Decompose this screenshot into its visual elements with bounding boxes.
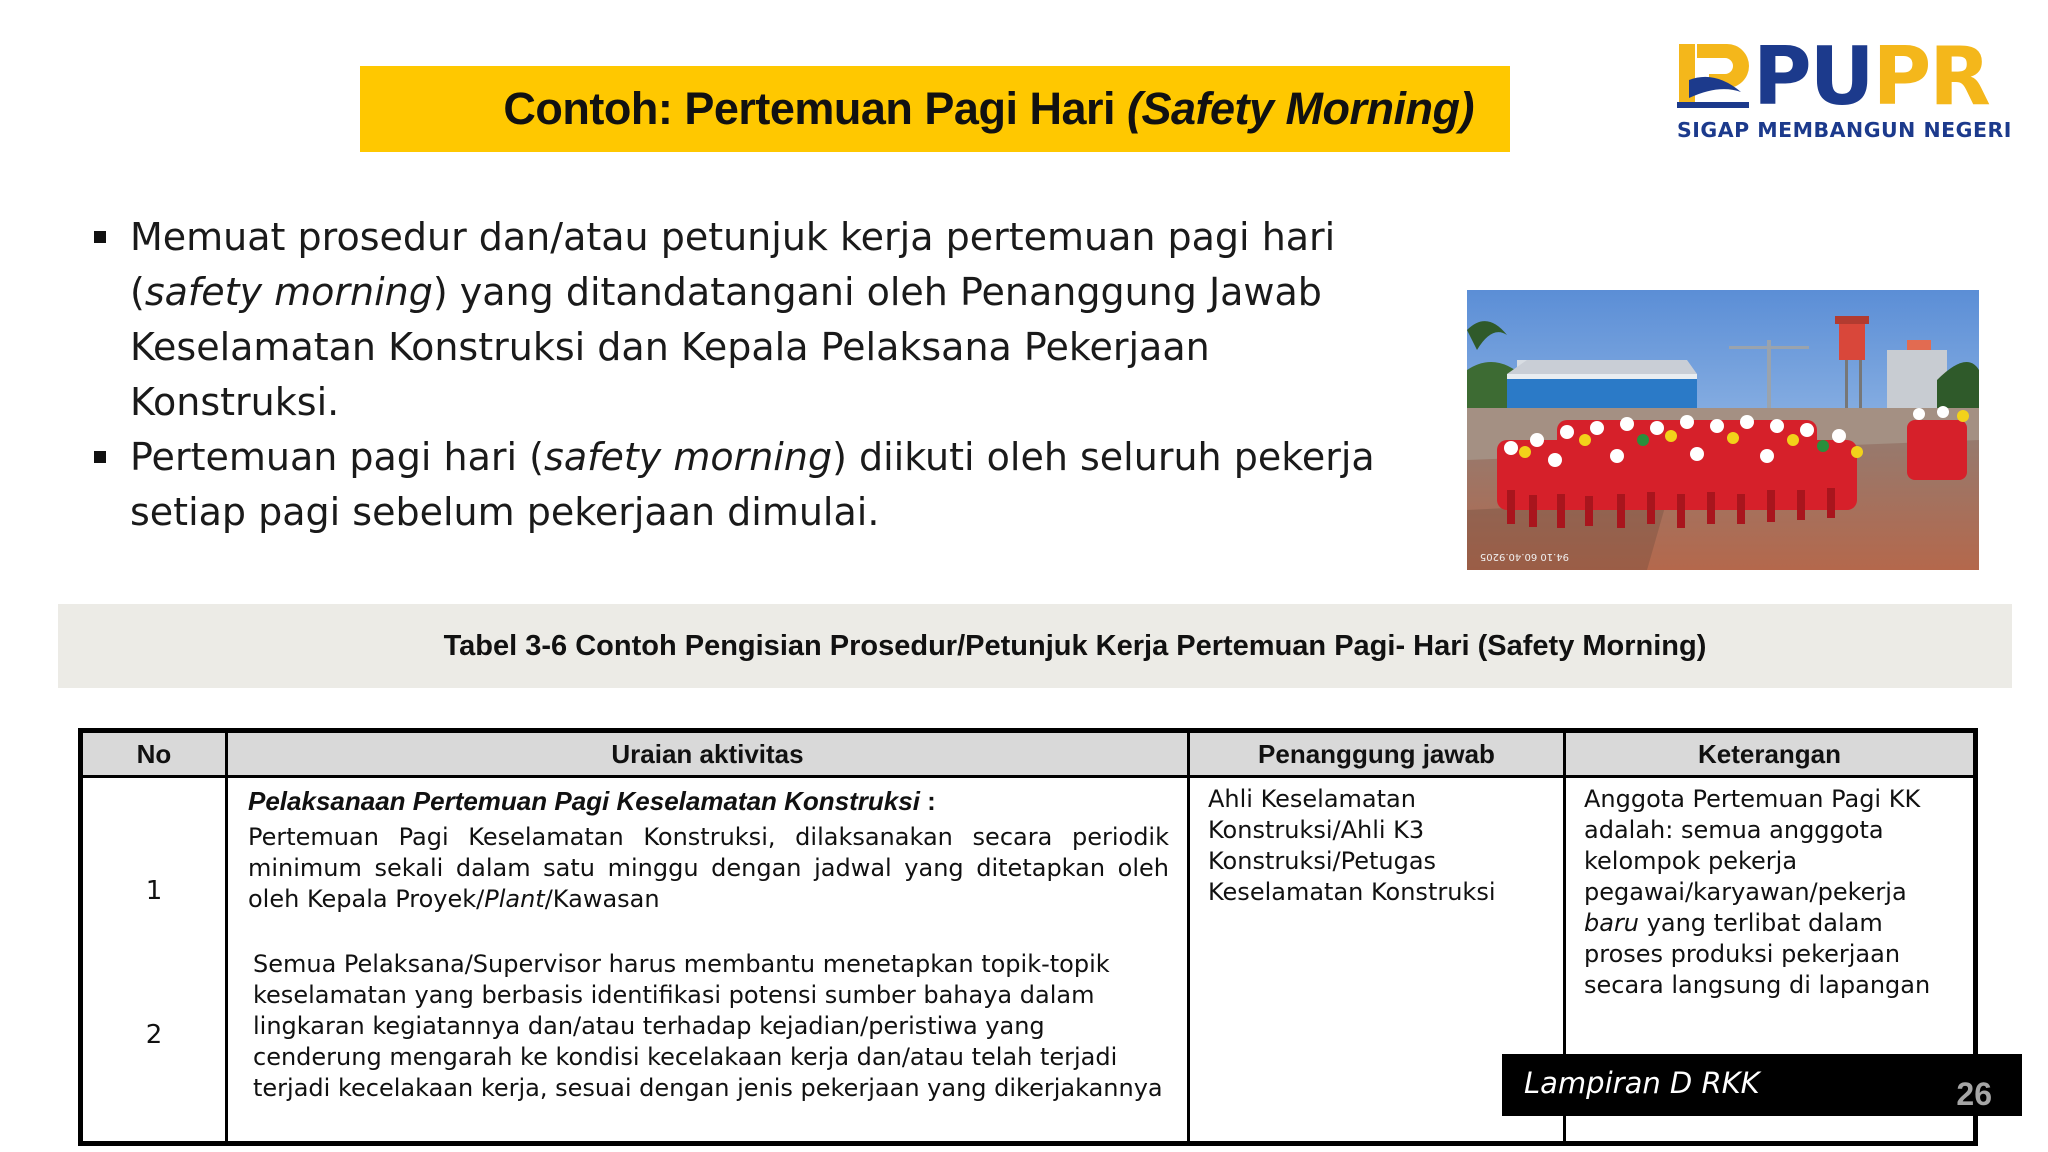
keterangan-cell: Anggota Pertemuan Pagi KK adalah: semua angggota kelompok pekerja pegawai/karyawan/pekerja baru yang terlibat dalam proses produksi pekerjaan secara langsung di lapangan bbox=[1565, 777, 1976, 1144]
bullet-item: Pertemuan pagi hari (safety morning) diikuti oleh seluruh pekerja setiap pagi sebelum pekerjaan dimulai. bbox=[90, 430, 1380, 540]
square-bullet-icon bbox=[94, 231, 106, 243]
logo-tagline: SIGAP MEMBANGUN NEGERI bbox=[1677, 118, 2012, 142]
bullet-item: Memuat prosedur dan/atau petunjuk kerja pertemuan pagi hari (safety morning) yang ditandatangani oleh Penanggung Jawab Keselamatan Konstruksi dan Kepala Pelaksana Pekerjaan Konstruksi. bbox=[90, 210, 1380, 430]
footer-label: Lampiran D RKK bbox=[1524, 1066, 1760, 1100]
table-caption-band bbox=[58, 604, 2012, 688]
table-caption: Tabel 3-6 Contoh Pengisian Prosedur/Petunjuk Kerja Pertemuan Pagi- Hari (Safety Morning) bbox=[443, 630, 1707, 662]
bullet-list bbox=[90, 210, 1380, 540]
slide-title: Contoh: Pertemuan Pagi Hari (Safety Morning) bbox=[503, 83, 1474, 134]
uraian-cell bbox=[227, 777, 1189, 1144]
penanggung-jawab-cell: Ahli Keselamatan Konstruksi/Ahli K3 Konstruksi/Petugas Keselamatan Konstruksi bbox=[1189, 777, 1565, 1144]
pupr-logo bbox=[1675, 30, 2015, 150]
row-number-2: 2 bbox=[145, 1020, 163, 1050]
page-number: 26 bbox=[1956, 1076, 1992, 1112]
title-bar bbox=[360, 66, 1510, 152]
pupr-wordmark: PUPR bbox=[1753, 30, 1989, 123]
header-keterangan: Keterangan bbox=[1565, 731, 1976, 777]
no-cell bbox=[81, 777, 227, 1144]
row-number-1: 1 bbox=[145, 876, 163, 906]
uraian-paragraph-1: Pertemuan Pagi Keselamatan Konstruksi, dilaksanakan secara periodik minimum sekali dalam satu minggu dengan jadwal yang ditetapkan oleh oleh Kepala Proyek/Plant/Kawasan bbox=[248, 823, 1169, 913]
uraian-paragraph-2: Semua Pelaksana/Supervisor harus membantu menetapkan topik-topik keselamatan yang berbasis identifikasi potensi sumber bahaya dalam lingkaran kegiatannya dan/atau terhadap kejadian/peristiwa yang cenderung mengarah ke kondisi kecelakaan kerja dan/atau telah terjadi terjadi kecelakaan kerja, sesuai dengan jenis pekerjaan yang dikerjakannya bbox=[253, 950, 1163, 1102]
photo-timestamp: 94.10 60.40.9205 bbox=[1479, 551, 1569, 562]
square-bullet-icon bbox=[94, 451, 106, 463]
safety-morning-photo bbox=[1467, 290, 1979, 570]
header-uraian: Uraian aktivitas bbox=[227, 731, 1189, 777]
header-penanggung-jawab: Penanggung jawab bbox=[1189, 731, 1565, 777]
header-no: No bbox=[81, 731, 227, 777]
pupr-emblem-icon bbox=[1675, 40, 1755, 112]
footer-tab bbox=[1502, 1054, 2022, 1116]
table-header-row bbox=[81, 731, 1976, 777]
uraian-heading: Pelaksanaan Pertemuan Pagi Keselamatan Konstruksi : bbox=[248, 786, 936, 816]
